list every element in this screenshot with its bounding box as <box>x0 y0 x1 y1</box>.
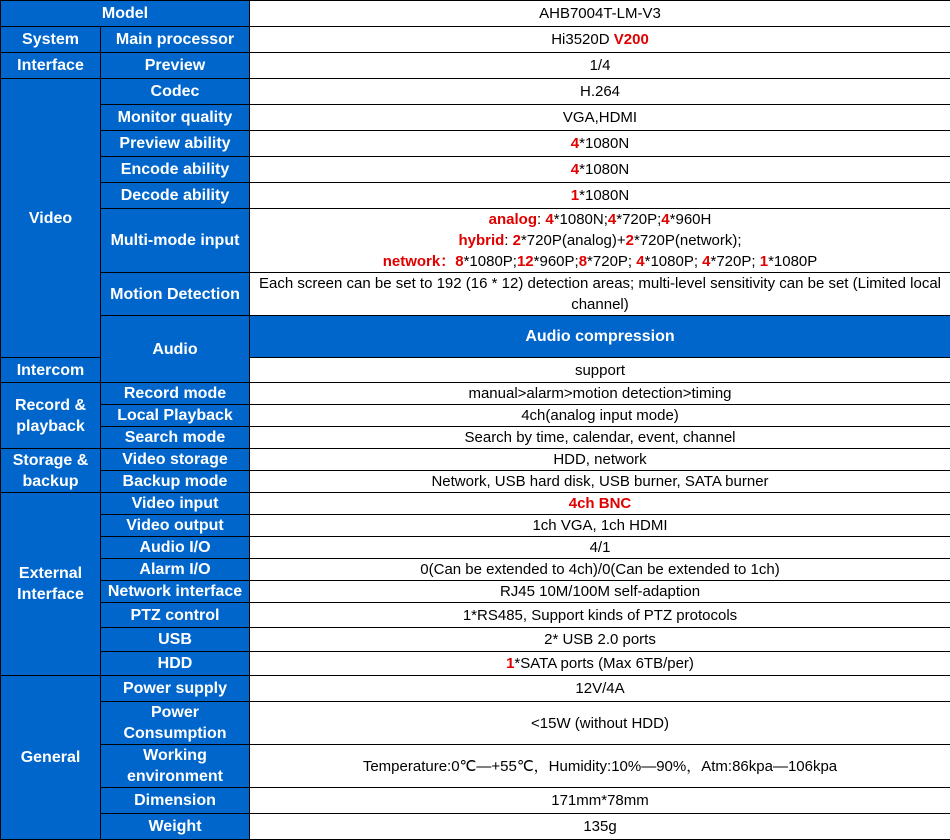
backup-mode-label: Backup mode <box>101 471 250 493</box>
record-mode-label: Record mode <box>101 383 250 405</box>
power-supply-label: Power supply <box>101 676 250 702</box>
multimode-hybrid-line <box>252 230 948 251</box>
table-row <box>1 676 950 702</box>
audio-io-label: Audio I/O <box>101 537 250 559</box>
intercom-value: support <box>250 358 950 383</box>
table-row <box>1 559 950 581</box>
multimode-label: Multi-mode input <box>101 209 250 273</box>
intercom-label: Intercom <box>1 358 101 383</box>
hybrid-count: 2 <box>513 232 521 249</box>
analog-text: *720P; <box>616 211 661 228</box>
network-text: *1080P; <box>464 253 517 270</box>
video-input-text: 4ch BNC <box>569 495 632 512</box>
processor-highlight: V200 <box>614 31 649 48</box>
table-row <box>1 471 950 493</box>
hybrid-text: *720P(analog)+ <box>521 232 626 249</box>
preview-value: 1/4 <box>250 53 950 79</box>
model-label: Model <box>1 1 250 27</box>
audio-compression-label: Audio compression <box>250 316 950 358</box>
decode-ability-value <box>250 183 950 209</box>
video-input-label: Video input <box>101 493 250 515</box>
alarm-io-label: Alarm I/O <box>101 559 250 581</box>
storage-category: Storage & backup <box>1 449 101 493</box>
table-row <box>1 383 950 405</box>
power-consumption-value: <15W (without HDD) <box>250 702 950 745</box>
table-row <box>1 27 950 53</box>
analog-count: 4 <box>608 211 616 228</box>
table-row <box>1 405 950 427</box>
encode-ability-text: *1080N <box>579 161 629 178</box>
network-count: 4 <box>636 253 644 270</box>
dimension-value: 171mm*78mm <box>250 788 950 814</box>
table-row <box>1 157 950 183</box>
working-environment-label: Working environment <box>101 745 250 788</box>
table-row <box>1 603 950 628</box>
multimode-network-line <box>252 251 948 272</box>
table-row <box>1 105 950 131</box>
preview-ability-value <box>250 131 950 157</box>
table-row <box>1 183 950 209</box>
network-count: 12 <box>517 253 534 270</box>
monitor-label: Monitor quality <box>101 105 250 131</box>
table-row <box>1 273 950 316</box>
table-row <box>1 316 950 358</box>
network-interface-label: Network interface <box>101 581 250 603</box>
audio-io-value: 4/1 <box>250 537 950 559</box>
hybrid-text: *720P(network); <box>634 232 742 249</box>
hybrid-sep: : <box>504 232 512 249</box>
table-row <box>1 209 950 273</box>
table-row <box>1 515 950 537</box>
analog-sep: : <box>537 211 545 228</box>
backup-mode-value: Network, USB hard disk, USB burner, SATA burner <box>250 471 950 493</box>
system-category: System <box>1 27 101 53</box>
table-row <box>1 493 950 515</box>
interface-category: Interface <box>1 53 101 79</box>
network-text: *960P; <box>534 253 579 270</box>
video-storage-label: Video storage <box>101 449 250 471</box>
processor-label: Main processor <box>101 27 250 53</box>
table-row <box>1 449 950 471</box>
model-value: AHB7004T-LM-V3 <box>250 1 950 27</box>
hdd-label: HDD <box>101 652 250 676</box>
network-text: *720P; <box>711 253 760 270</box>
audio-category: Audio <box>101 316 250 383</box>
hdd-value <box>250 652 950 676</box>
local-playback-value: 4ch(analog input mode) <box>250 405 950 427</box>
power-supply-value: 12V/4A <box>250 676 950 702</box>
search-mode-value: Search by time, calendar, event, channel <box>250 427 950 449</box>
decode-ability-count: 1 <box>571 187 579 204</box>
codec-value: H.264 <box>250 79 950 105</box>
video-output-label: Video output <box>101 515 250 537</box>
external-interface-category: External Interface <box>1 493 101 676</box>
monitor-value: VGA,HDMI <box>250 105 950 131</box>
analog-count: 4 <box>661 211 669 228</box>
video-storage-value: HDD, network <box>250 449 950 471</box>
network-sep: ： <box>440 253 455 270</box>
weight-value: 135g <box>250 814 950 840</box>
processor-value <box>250 27 950 53</box>
network-text: *1080P <box>768 253 817 270</box>
general-category: General <box>1 676 101 840</box>
hybrid-count: 2 <box>626 232 634 249</box>
hdd-text: *SATA ports (Max 6TB/per) <box>514 655 694 672</box>
preview-ability-label: Preview ability <box>101 131 250 157</box>
table-row <box>1 53 950 79</box>
network-count: 1 <box>760 253 768 270</box>
decode-ability-label: Decode ability <box>101 183 250 209</box>
analog-text: *960H <box>670 211 712 228</box>
network-key: network <box>383 253 441 270</box>
alarm-io-value: 0(Can be extended to 4ch)/0(Can be extended to 1ch) <box>250 559 950 581</box>
search-mode-label: Search mode <box>101 427 250 449</box>
network-count: 4 <box>702 253 710 270</box>
analog-text: *1080N; <box>554 211 608 228</box>
ptz-control-value: 1*RS485, Support kinds of PTZ protocols <box>250 603 950 628</box>
motion-detection-label: Motion Detection <box>101 273 250 316</box>
usb-value: 2* USB 2.0 ports <box>250 628 950 652</box>
analog-key: analog <box>489 211 537 228</box>
analog-count: 4 <box>545 211 553 228</box>
table-row <box>1 814 950 840</box>
preview-label: Preview <box>101 53 250 79</box>
hdd-count: 1 <box>506 655 514 672</box>
table-row <box>1 131 950 157</box>
network-text: *720P; <box>587 253 636 270</box>
encode-ability-value <box>250 157 950 183</box>
processor-text: Hi3520D <box>551 31 609 48</box>
table-row <box>1 702 950 745</box>
table-row <box>1 427 950 449</box>
decode-ability-text: *1080N <box>579 187 629 204</box>
table-row <box>1 745 950 788</box>
ptz-control-label: PTZ control <box>101 603 250 628</box>
table-row <box>1 1 950 27</box>
table-row <box>1 652 950 676</box>
preview-ability-count: 4 <box>571 135 579 152</box>
table-row <box>1 628 950 652</box>
preview-ability-text: *1080N <box>579 135 629 152</box>
video-category: Video <box>1 79 101 358</box>
multimode-analog-line <box>252 209 948 230</box>
power-consumption-label: Power Consumption <box>101 702 250 745</box>
table-row <box>1 581 950 603</box>
motion-detection-value: Each screen can be set to 192 (16 * 12) detection areas; multi-level sensitivity can be set (Limited local channel) <box>250 273 950 316</box>
table-row <box>1 537 950 559</box>
codec-label: Codec <box>101 79 250 105</box>
record-category: Record & playback <box>1 383 101 449</box>
video-input-value <box>250 493 950 515</box>
encode-ability-count: 4 <box>571 161 579 178</box>
network-count: 8 <box>455 253 463 270</box>
video-output-value: 1ch VGA, 1ch HDMI <box>250 515 950 537</box>
usb-label: USB <box>101 628 250 652</box>
network-count: 8 <box>579 253 587 270</box>
weight-label: Weight <box>101 814 250 840</box>
record-mode-value: manual>alarm>motion detection>timing <box>250 383 950 405</box>
table-row <box>1 79 950 105</box>
network-text: *1080P; <box>645 253 703 270</box>
dimension-label: Dimension <box>101 788 250 814</box>
table-row <box>1 788 950 814</box>
working-environment-value: Temperature:0℃—+55℃，Humidity:10%—90%，Atm:86kpa—106kpa <box>250 745 950 788</box>
local-playback-label: Local Playback <box>101 405 250 427</box>
multimode-value <box>250 209 950 273</box>
encode-ability-label: Encode ability <box>101 157 250 183</box>
hybrid-key: hybrid <box>458 232 504 249</box>
network-interface-value: RJ45 10M/100M self-adaption <box>250 581 950 603</box>
